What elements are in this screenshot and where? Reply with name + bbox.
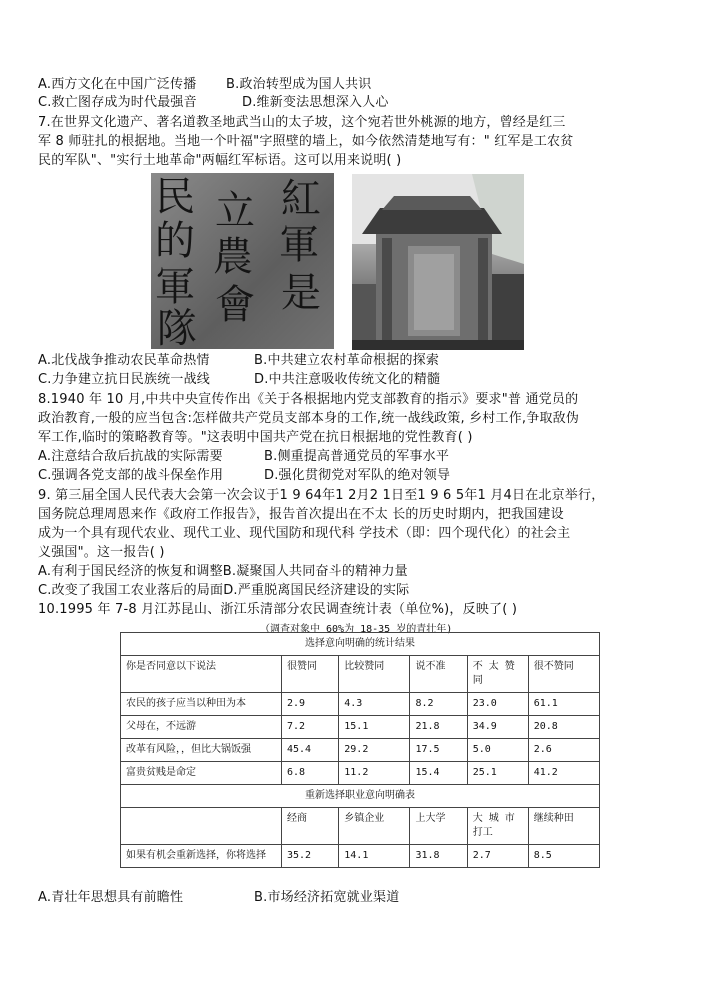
table-cell: 8.2 xyxy=(410,693,467,716)
table-cell: 4.3 xyxy=(339,693,410,716)
table-cell: 14.1 xyxy=(339,845,410,868)
wall-char: 會 xyxy=(215,282,255,328)
table2-header: 乡镇企业 xyxy=(339,808,410,845)
q9-stem-line-4: 义强国"。这一报告( ) xyxy=(38,545,165,560)
wall-char: 紅 xyxy=(281,176,321,222)
table1-header: 很赞同 xyxy=(282,656,339,693)
table-cell: 41.2 xyxy=(528,762,599,785)
table1-header: 很不赞同 xyxy=(528,656,599,693)
table-cell: 34.9 xyxy=(467,716,528,739)
q7-option-d: D.中共注意吸收传统文化的精髓 xyxy=(254,372,441,387)
table2-header xyxy=(121,808,282,845)
table-row xyxy=(121,762,600,785)
wall-char: 隊 xyxy=(157,306,197,349)
q8-option-d: D.强化贯彻党对军队的绝对领导 xyxy=(264,468,451,483)
q7-stem-line-1: 7.在世界文化遗产、著名道教圣地武当山的太子坡，这个宛若世外桃源的地方，曾经是红三 xyxy=(38,115,566,130)
table-cell: 25.1 xyxy=(467,762,528,785)
q8-option-b: B.侧重提高普通党员的军事水平 xyxy=(264,449,450,464)
table-cell: 如果有机会重新选择，你将选择 xyxy=(121,845,282,868)
table-cell: 31.8 xyxy=(410,845,467,868)
table-cell: 农民的孩子应当以种田为本 xyxy=(121,693,282,716)
q7-stem-line-2: 军 8 师驻扎的根据地。当地一个叶福"字照壁的墙上，如今依然清楚地写有：" 红军是工农贫 xyxy=(38,134,574,149)
survey-table xyxy=(120,632,600,868)
wall-char: 民 xyxy=(155,174,195,220)
table-cell: 15.1 xyxy=(339,716,410,739)
q10-stem: 10.1995 年 7-8 月江苏昆山、浙江乐清部分农民调查统计表（单位%)，反映了( ) xyxy=(38,602,518,617)
table-row xyxy=(121,845,600,868)
table-cell: 29.2 xyxy=(339,739,410,762)
q7-option-a: A.北伐战争推动农民革命热情 xyxy=(38,353,210,368)
wall-char: 軍 xyxy=(279,222,319,268)
table1-header: 你是否同意以下说法 xyxy=(121,656,282,693)
q8-option-c: C.强调各党支部的战斗保垒作用 xyxy=(38,468,224,483)
q8-stem-line-2: 政治教育,一般的应当包含:怎样做共产党员支部本身的工作,统一战线政策, 乡村工作,争取敌伪 xyxy=(38,411,580,426)
table-cell: 21.8 xyxy=(410,716,467,739)
q8-stem-line-3: 军工作,临时的策略教育等。"这表明中国共产党在抗日根据地的党性教育( ) xyxy=(38,430,473,445)
q7-option-b: B.中共建立农村革命根据的探索 xyxy=(254,353,440,368)
q10-option-b: B.市场经济拓宽就业渠道 xyxy=(254,890,400,905)
table-cell: 5.0 xyxy=(467,739,528,762)
table-cell: 富贵贫贱是命定 xyxy=(121,762,282,785)
table-cell: 45.4 xyxy=(282,739,339,762)
table-cell: 11.2 xyxy=(339,762,410,785)
wall-char: 農 xyxy=(213,234,253,280)
table-row xyxy=(121,693,600,716)
q9-stem-line-3: 成为一个具有现代农业、现代工业、现代国防和现代科 学技术（即：四个现代化）的社会主 xyxy=(38,526,571,541)
table-cell: 父母在，不远游 xyxy=(121,716,282,739)
table2-header: 大 城 市 打工 xyxy=(467,808,528,845)
q9-stem-line-1: 9. 第三届全国人民代表大会第一次会议于1 9 64年1 2月2 1日至1 9 6 5年1 月4日在北京举行， xyxy=(38,488,605,503)
table-cell: 7.2 xyxy=(282,716,339,739)
table-cell: 15.4 xyxy=(410,762,467,785)
q10-option-a: A.青壮年思想具有前瞻性 xyxy=(38,890,184,905)
gate-illustration xyxy=(352,174,524,350)
table-cell: 35.2 xyxy=(282,845,339,868)
table1-header: 比较赞同 xyxy=(339,656,410,693)
q9-options-ab: A.有利于国民经济的恢复和调整B.凝聚国人共同奋斗的精神力量 xyxy=(38,564,408,579)
table2-header: 继续种田 xyxy=(528,808,599,845)
table1-title: 选择意向明确的统计结果 xyxy=(121,633,600,656)
wall-char: 的 xyxy=(155,218,195,264)
red-army-slogan-photo xyxy=(151,173,334,349)
q9-options-cd: C.改变了我国工农业落后的局面D.严重脱离国民经济建设的实际 xyxy=(38,583,410,598)
q7-stem-line-3: 民的军队"、"实行土地革命"两幅红军标语。这可以用来说明( ) xyxy=(38,153,402,168)
table2-header: 上大学 xyxy=(410,808,467,845)
table-cell: 2.9 xyxy=(282,693,339,716)
table1-header: 不 太 赞 同 xyxy=(467,656,528,693)
q9-stem-line-2: 国务院总理周恩来作《政府工作报告》，报告首次提出在不太 长的历史时期内，把我国建设 xyxy=(38,507,564,522)
table-cell: 8.5 xyxy=(528,845,599,868)
q10-survey-note: （调查对象中 60%为 18-35 岁的青壮年) xyxy=(260,624,453,635)
table-row xyxy=(121,716,600,739)
q6-option-a: A.西方文化在中国广泛传播 xyxy=(38,77,197,92)
table-cell: 6.8 xyxy=(282,762,339,785)
table-cell: 20.8 xyxy=(528,716,599,739)
wall-char: 軍 xyxy=(155,264,195,310)
table-cell: 2.7 xyxy=(467,845,528,868)
table-cell: 改革有风险，，但比大锅饭强 xyxy=(121,739,282,762)
table-cell: 61.1 xyxy=(528,693,599,716)
table-cell: 2.6 xyxy=(528,739,599,762)
table-cell: 23.0 xyxy=(467,693,528,716)
q7-option-c: C.力争建立抗日民族统一战线 xyxy=(38,372,211,387)
q6-option-d: D.维新变法思想深入人心 xyxy=(242,95,389,110)
q8-stem-line-1: 8.1940 年 10 月,中共中央宣传作出《关于各根据地内党支部教育的指示》要求"普 通党员的 xyxy=(38,392,579,407)
q6-option-b: B.政治转型成为国人共识 xyxy=(226,77,372,92)
table1-header: 说不准 xyxy=(410,656,467,693)
screen-wall-gate-photo xyxy=(352,174,524,350)
q8-option-a: A.注意结合敌后抗战的实际需要 xyxy=(38,449,223,464)
table-row xyxy=(121,739,600,762)
q6-option-c: C.救亡图存成为时代最强音 xyxy=(38,95,197,110)
table-cell: 17.5 xyxy=(410,739,467,762)
wall-char: 是 xyxy=(281,270,321,316)
wall-char: 立 xyxy=(215,188,255,234)
table2-title: 重新选择职业意向明确表 xyxy=(121,785,600,808)
table2-header: 经商 xyxy=(282,808,339,845)
